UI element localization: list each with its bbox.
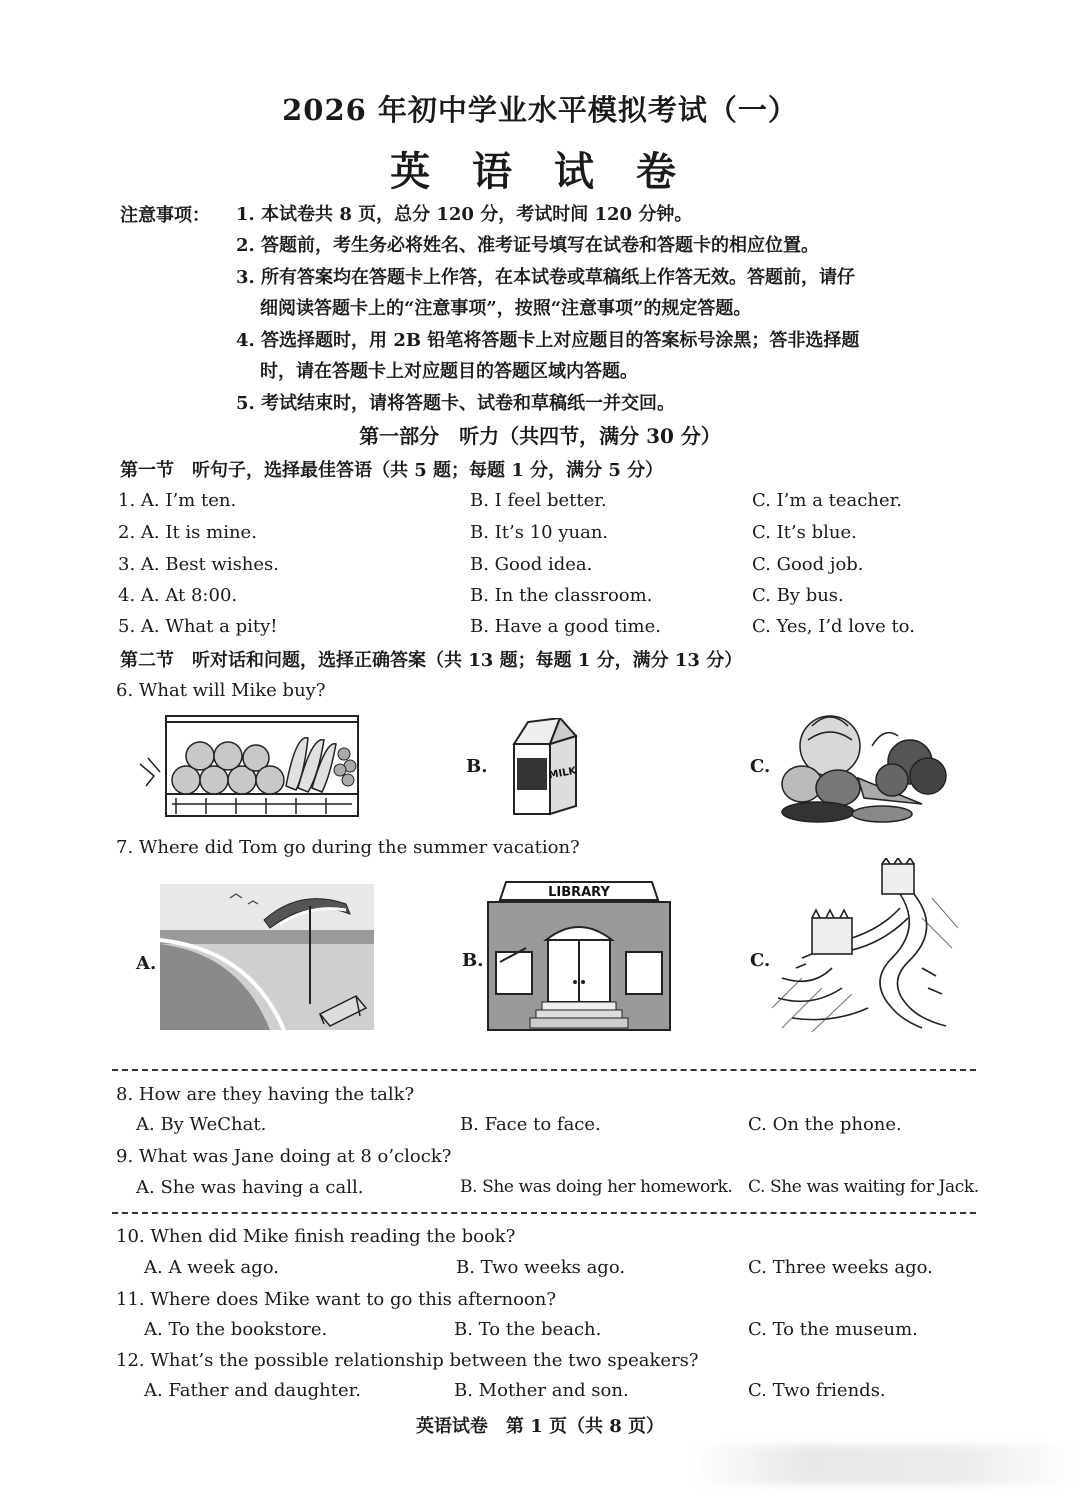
q11-option-c: C. To the museum. [748, 1319, 918, 1340]
q7-label-b: B. [462, 950, 484, 971]
q12-option-c: C. Two friends. [748, 1380, 886, 1401]
q11-option-a: A. To the bookstore. [144, 1319, 328, 1340]
q12-row [118, 1380, 998, 1408]
q3-row [118, 554, 998, 582]
q11-question: 11. Where does Mike want to go this afternoon? [116, 1289, 557, 1310]
divider-1 [112, 1069, 976, 1071]
q3-option-c: C. Good job. [752, 554, 864, 575]
q2-row [118, 522, 998, 550]
q5-option-c: C. Yes, I’d love to. [752, 616, 915, 637]
divider-2 [112, 1212, 976, 1214]
q6-question: 6. What will Mike buy? [116, 680, 326, 701]
notice-item-2: 2. 答题前，考生务必将姓名、准考证号填写在试卷和答题卡的相应位置。 [236, 235, 820, 256]
q8-row [118, 1114, 998, 1142]
q5-option-b: B. Have a good time. [470, 616, 661, 637]
q10-option-a: A. A week ago. [144, 1257, 279, 1278]
q11-row [118, 1319, 998, 1347]
q12-question: 12. What’s the possible relationship between the two speakers? [116, 1350, 699, 1371]
q4-option-c: C. By bus. [752, 585, 844, 606]
q9-row [118, 1177, 998, 1205]
notice-item-1: 1. 本试卷共 8 页，总分 120 分，考试时间 120 分钟。 [236, 204, 693, 225]
part1-title: 第一部分 听力（共四节，满分 30 分） [359, 424, 721, 448]
section2-title: 第二节 听对话和问题，选择正确答案（共 13 题；每题 1 分，满分 13 分） [120, 650, 743, 671]
notice-item-3-cont: 细阅读答题卡上的“注意事项”，按照“注意事项”的规定答题。 [260, 298, 752, 319]
q6-label-c: C. [750, 756, 771, 777]
notice-item-4: 4. 答选择题时，用 2B 铅笔将答题卡上对应题目的答案标号涂黑；答非选择题 [236, 330, 860, 351]
exam-subtitle: 英 语 试 卷 [390, 148, 690, 195]
q5-row [118, 616, 998, 644]
q9-option-b: B. She was doing her homework. [460, 1177, 733, 1197]
q1-row [118, 490, 998, 518]
q8-option-c: C. On the phone. [748, 1114, 902, 1135]
blur-artifact [690, 1445, 1080, 1485]
q11-option-b: B. To the beach. [454, 1319, 602, 1340]
q12-option-b: B. Mother and son. [454, 1380, 629, 1401]
q1-option-b: B. I feel better. [470, 490, 607, 511]
library-sign: LIBRARY [548, 885, 610, 900]
q3-option-a: 3. A. Best wishes. [118, 554, 280, 575]
milk-carton-image [506, 718, 582, 816]
q2-option-b: B. It’s 10 yuan. [470, 522, 609, 543]
q4-row [118, 585, 998, 613]
q3-option-b: B. Good idea. [470, 554, 593, 575]
notice-item-5: 5. 考试结束时，请将答题卡、试卷和草稿纸一并交回。 [236, 393, 676, 414]
beach-image [160, 884, 374, 1030]
page-footer: 英语试卷 第 1 页（共 8 页） [415, 1416, 665, 1437]
great-wall-image [772, 858, 958, 1032]
q8-option-b: B. Face to face. [460, 1114, 601, 1135]
q5-option-a: 5. A. What a pity! [118, 616, 278, 637]
q4-option-b: B. In the classroom. [470, 585, 653, 606]
q7-question: 7. Where did Tom go during the summer vacation? [116, 837, 580, 858]
notice-item-4-cont: 时，请在答题卡上对应题目的答题区域内答题。 [260, 361, 638, 382]
q1-option-c: C. I’m a teacher. [752, 490, 902, 511]
q2-option-c: C. It’s blue. [752, 522, 857, 543]
q10-row [118, 1257, 998, 1285]
q9-option-a: A. She was having a call. [136, 1177, 364, 1198]
q10-option-b: B. Two weeks ago. [456, 1257, 626, 1278]
q8-option-a: A. By WeChat. [136, 1114, 267, 1135]
exam-title: 2026 年初中学业水平模拟考试（一） [282, 93, 798, 127]
q10-question: 10. When did Mike finish reading the book? [116, 1226, 516, 1247]
q2-option-a: 2. A. It is mine. [118, 522, 257, 543]
section1-title: 第一节 听句子，选择最佳答语（共 5 题；每题 1 分，满分 5 分） [120, 460, 664, 481]
q8-question: 8. How are they having the talk? [116, 1084, 415, 1105]
vegetables-image [772, 706, 954, 826]
q7-label-c: C. [750, 950, 771, 971]
fruit-stall-image [136, 714, 362, 820]
q12-option-a: A. Father and daughter. [144, 1380, 362, 1401]
q6-label-b: B. [466, 756, 488, 777]
q1-option-a: 1. A. I’m ten. [118, 490, 237, 511]
notice-item-3: 3. 所有答案均在答题卡上作答，在本试卷或草稿纸上作答无效。答题前，请仔 [236, 267, 856, 288]
milk-label: MILK [547, 765, 578, 782]
q10-option-c: C. Three weeks ago. [748, 1257, 933, 1278]
library-image [486, 878, 672, 1032]
q7-label-a: A. [136, 953, 157, 974]
notice-label: 注意事项： [120, 205, 210, 226]
q9-option-c: C. She was waiting for Jack. [748, 1177, 979, 1197]
q4-option-a: 4. A. At 8:00. [118, 585, 238, 606]
q9-question: 9. What was Jane doing at 8 o’clock? [116, 1146, 452, 1167]
